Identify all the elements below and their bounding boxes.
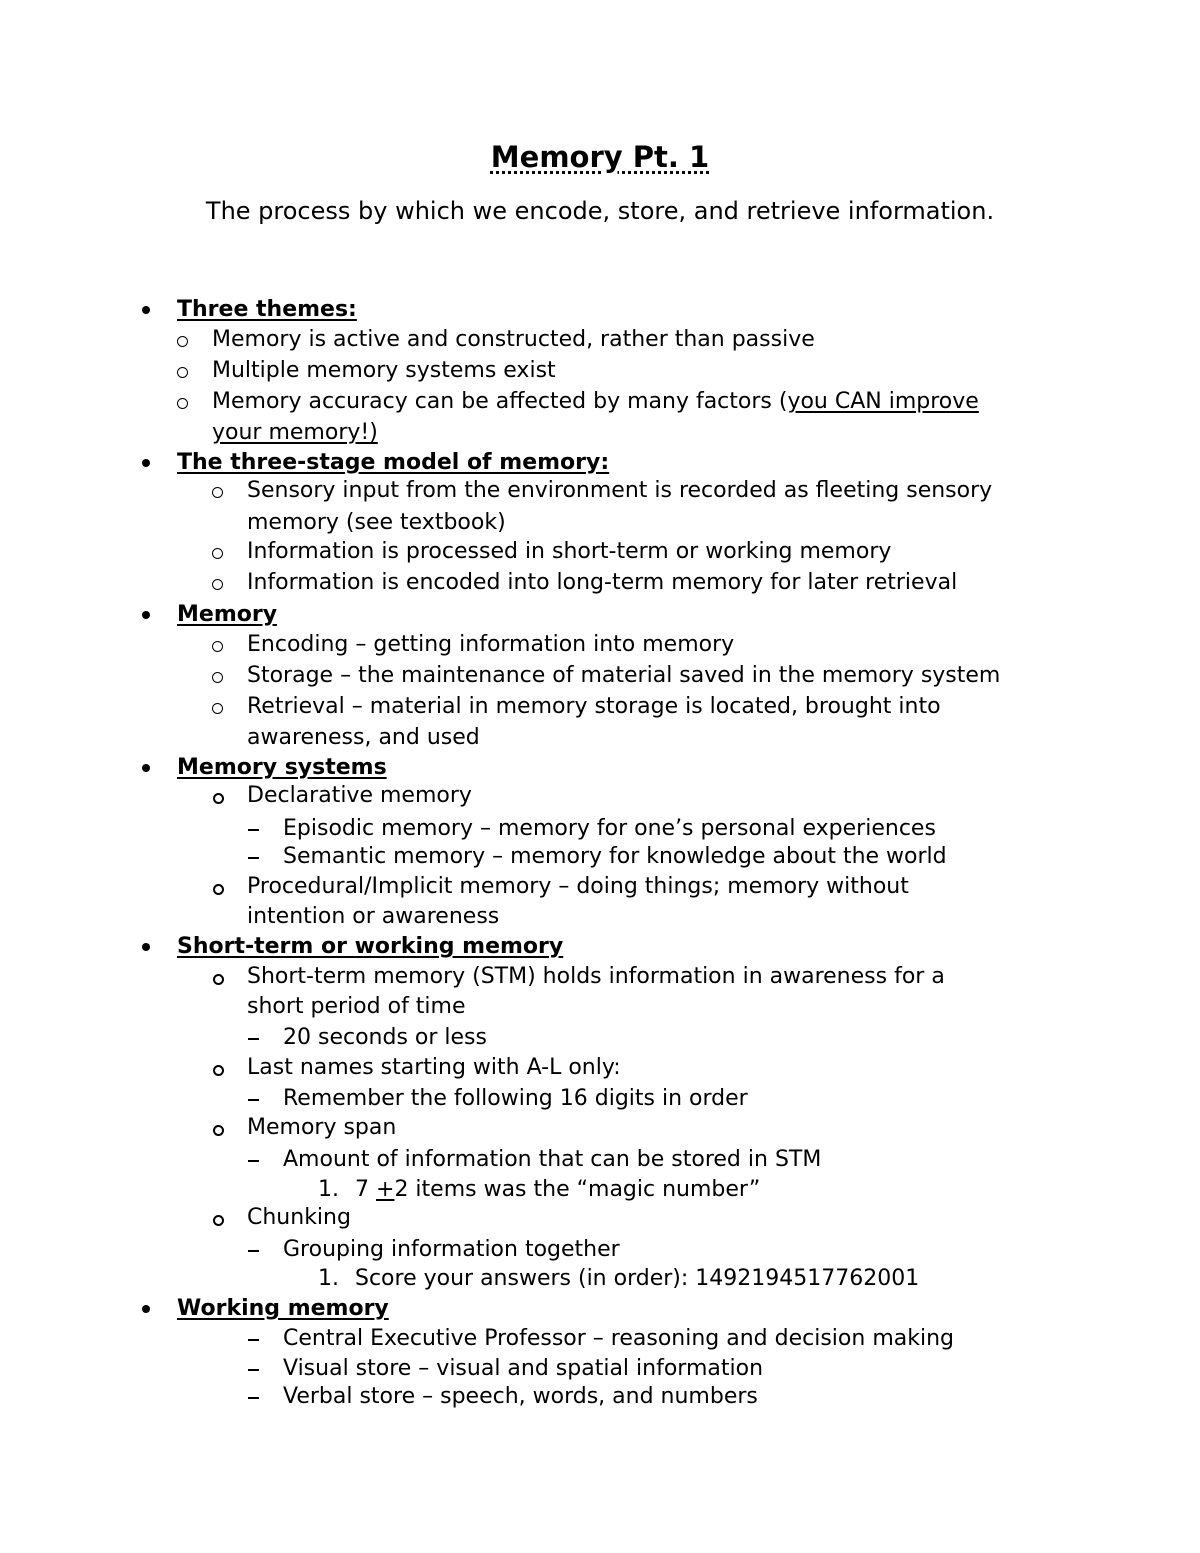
bullet-icon (142, 306, 150, 314)
circle-bullet-icon (177, 336, 188, 347)
list-number: 1. (318, 1177, 339, 1202)
list-item: Sensory input from the environment is recorded as fleeting sensory (247, 478, 993, 503)
section-heading: Three themes: (177, 297, 357, 322)
list-item: Amount of information that can be stored in STM (283, 1147, 822, 1172)
circle-bullet-icon (213, 1125, 224, 1136)
list-item-continuation: memory (see textbook) (247, 510, 506, 535)
list-item-continuation: your memory!) (212, 420, 378, 445)
list-item: Grouping information together (283, 1237, 620, 1262)
dash-bullet-icon (248, 1160, 259, 1162)
section-heading: Memory systems (177, 755, 387, 780)
circle-bullet-icon (213, 1215, 224, 1226)
section-heading: Working memory (177, 1296, 389, 1321)
list-item: Visual store – visual and spatial information (283, 1356, 764, 1381)
list-item: Verbal store – speech, words, and numbers (283, 1384, 758, 1409)
list-item-continuation: short period of time (247, 994, 466, 1019)
plus-minus-sign: + (376, 1177, 395, 1202)
bullet-icon (142, 1305, 150, 1313)
list-item: Memory span (247, 1115, 397, 1140)
list-item: Remember the following 16 digits in order (283, 1086, 748, 1111)
list-item: Central Executive Professor – reasoning and decision making (283, 1326, 954, 1351)
list-item: Score your answers (in order): 1492194517762001 (355, 1266, 920, 1291)
dash-bullet-icon (248, 1250, 259, 1252)
list-item: Information is processed in short-term or working memory (247, 539, 892, 564)
list-item: Semantic memory – memory for knowledge about the world (283, 844, 947, 869)
list-item: Encoding – getting information into memory (247, 632, 735, 657)
circle-bullet-icon (213, 793, 224, 804)
list-item: Memory is active and constructed, rather than passive (212, 327, 815, 352)
circle-bullet-icon (212, 579, 223, 590)
list-item: 20 seconds or less (283, 1025, 487, 1050)
list-item: Chunking (247, 1205, 351, 1230)
dash-bullet-icon (248, 1099, 259, 1101)
circle-bullet-icon (212, 487, 223, 498)
section-heading: The three-stage model of memory: (177, 450, 610, 475)
list-item: Storage – the maintenance of material saved in the memory system (247, 663, 1001, 688)
circle-bullet-icon (177, 367, 188, 378)
list-item: Multiple memory systems exist (212, 358, 556, 383)
bullet-icon (142, 611, 150, 619)
list-item: 7 +2 items was the “magic number” (355, 1177, 761, 1202)
circle-bullet-icon (213, 974, 224, 985)
list-item: Retrieval – material in memory storage is located, brought into (247, 694, 941, 719)
dash-bullet-icon (248, 829, 259, 831)
section-heading: Short-term or working memory (177, 934, 564, 959)
list-item: Last names starting with A-L only: (247, 1055, 621, 1080)
list-item-continuation: awareness, and used (247, 725, 480, 750)
circle-bullet-icon (212, 703, 223, 714)
bullet-icon (142, 459, 150, 467)
list-item: Memory accuracy can be affected by many factors (you CAN improve (212, 389, 979, 414)
dash-bullet-icon (248, 857, 259, 859)
page-title: Memory Pt. 1 (490, 140, 710, 174)
list-item: Episodic memory – memory for one’s personal experiences (283, 816, 936, 841)
dash-bullet-icon (248, 1038, 259, 1040)
list-item: Declarative memory (247, 783, 472, 808)
dash-bullet-icon (248, 1339, 259, 1341)
dash-bullet-icon (248, 1369, 259, 1371)
list-number: 1. (318, 1266, 339, 1291)
page-subtitle: The process by which we encode, store, and retrieve information. (205, 197, 995, 225)
circle-bullet-icon (213, 884, 224, 895)
list-item: Procedural/Implicit memory – doing things; memory without (247, 874, 909, 899)
circle-bullet-icon (212, 672, 223, 683)
list-item: Information is encoded into long-term memory for later retrieval (247, 570, 958, 595)
section-heading: Memory (177, 602, 278, 627)
list-item-continuation: intention or awareness (247, 904, 500, 929)
circle-bullet-icon (212, 548, 223, 559)
circle-bullet-icon (212, 641, 223, 652)
circle-bullet-icon (177, 398, 188, 409)
bullet-icon (142, 764, 150, 772)
list-item: Short-term memory (STM) holds information in awareness for a (247, 964, 945, 989)
dash-bullet-icon (248, 1397, 259, 1399)
circle-bullet-icon (213, 1065, 224, 1076)
bullet-icon (142, 943, 150, 951)
